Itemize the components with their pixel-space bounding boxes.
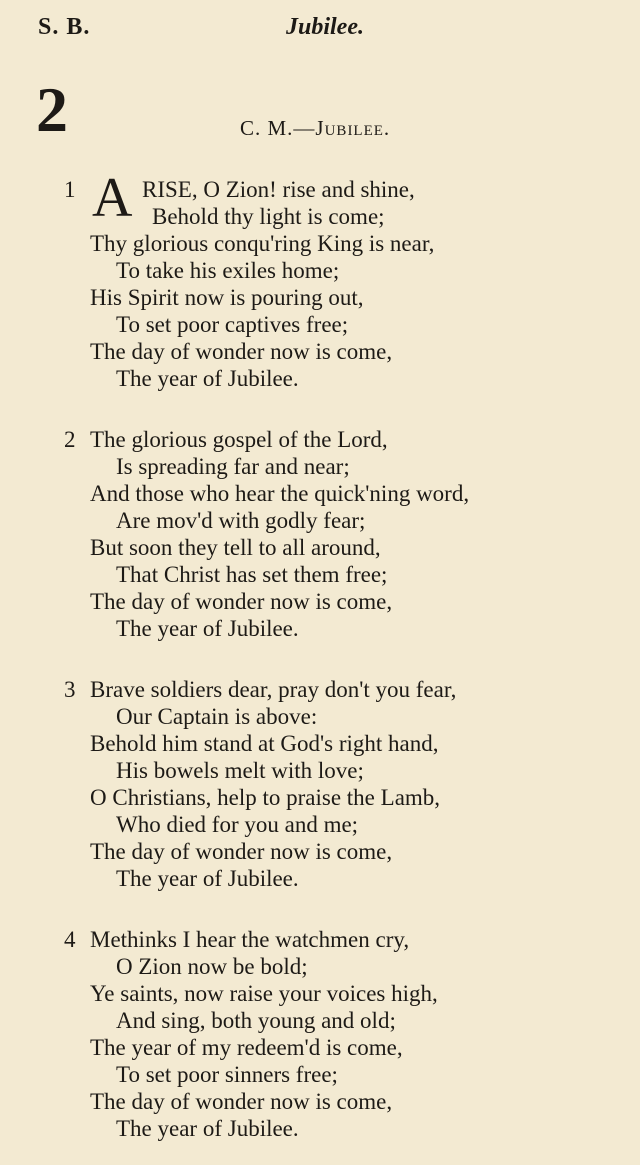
hymn-meter: C. M.—Jubilee. <box>240 116 391 140</box>
verse-line: The day of wonder now is come, <box>90 839 393 864</box>
verse-line: Behold him stand at God's right hand, <box>90 731 439 756</box>
verse-line: The day of wonder now is come, <box>90 1089 393 1114</box>
verse-line: Ye saints, now raise your voices high, <box>90 981 438 1006</box>
verse-line: The day of wonder now is come, <box>90 589 393 614</box>
verse-number: 3 <box>64 677 76 702</box>
verse-line: The year of my redeem'd is come, <box>90 1035 403 1060</box>
verse-line: And sing, both young and old; <box>116 1008 396 1033</box>
verse-line: But soon they tell to all around, <box>90 535 381 560</box>
verse-line: The day of wonder now is come, <box>90 339 393 364</box>
verse-number: 1 <box>64 177 76 202</box>
verse-line: His bowels melt with love; <box>116 758 364 783</box>
verse-line: To set poor sinners free; <box>116 1062 338 1087</box>
verse-line: RISE, O Zion! rise and shine, <box>142 177 415 202</box>
verse-line: The year of Jubilee. <box>116 866 299 891</box>
verse-line: Behold thy light is come; <box>152 204 385 229</box>
verse-line: The year of Jubilee. <box>116 616 299 641</box>
hymn-number: 2 <box>36 74 68 145</box>
verse-line: Is spreading far and near; <box>116 454 350 479</box>
verse-line: That Christ has set them free; <box>116 562 388 587</box>
verse-line: The year of Jubilee. <box>116 1116 299 1141</box>
page-header-title: Jubilee. <box>286 14 364 40</box>
verse-line: To set poor captives free; <box>116 312 349 337</box>
verse-number: 4 <box>64 927 76 952</box>
verse-line: The glorious gospel of the Lord, <box>90 427 388 452</box>
drop-cap: A <box>92 167 133 229</box>
verse-line: And those who hear the quick'ning word, <box>90 481 470 506</box>
page-header-section: S. B. <box>38 14 91 40</box>
verse-line: Who died for you and me; <box>116 812 359 837</box>
verse-line: Are mov'd with godly fear; <box>116 508 366 533</box>
verse-line: O Zion now be bold; <box>116 954 308 979</box>
verse-line: Thy glorious conqu'ring King is near, <box>90 231 435 256</box>
verse-line: Brave soldiers dear, pray don't you fear, <box>90 677 457 702</box>
verse-line: Our Captain is above: <box>116 704 318 729</box>
verse-number: 2 <box>64 427 76 452</box>
verse-line: Methinks I hear the watchmen cry, <box>90 927 410 952</box>
verse-line: His Spirit now is pouring out, <box>90 285 364 310</box>
verse-line: The year of Jubilee. <box>116 366 299 391</box>
verse-line: O Christians, help to praise the Lamb, <box>90 785 441 810</box>
verse-line: To take his exiles home; <box>116 258 340 283</box>
